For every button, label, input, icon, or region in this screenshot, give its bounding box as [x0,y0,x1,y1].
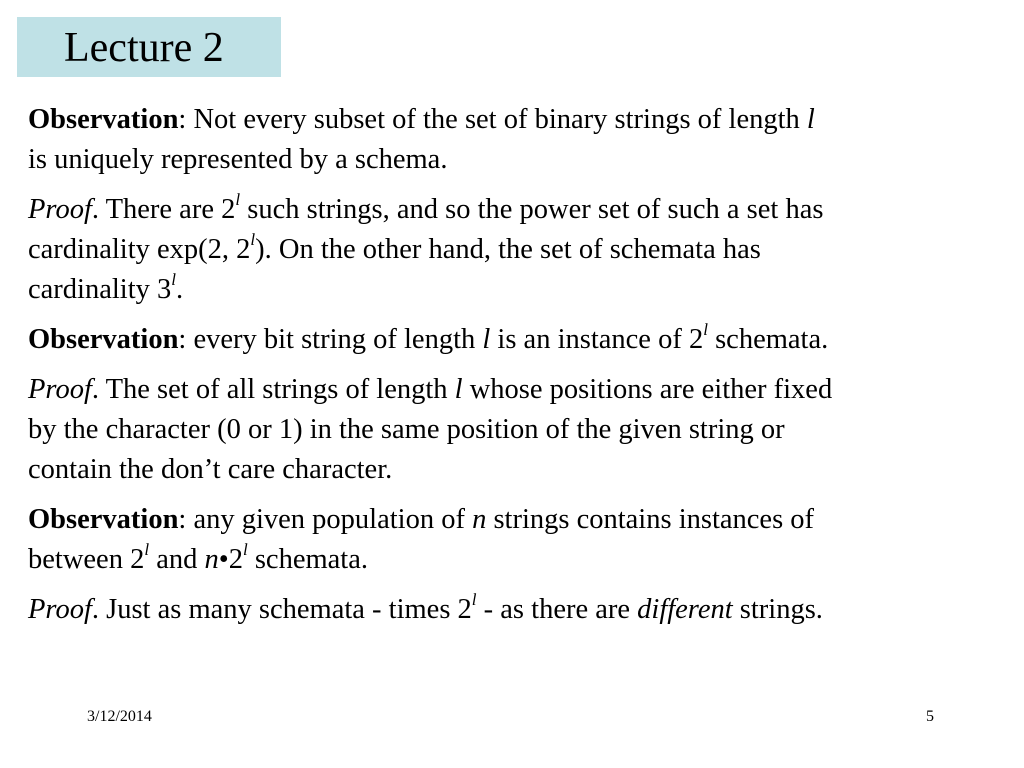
proof-1-line-2 [28,230,1003,270]
observation-2-text: is an instance of 2 [490,324,704,355]
proof-1-text: . There are 2 [91,194,236,225]
proof-2-heading: Proof [28,374,92,405]
observation-2 [28,320,1003,360]
observation-1-line-2: is uniquely represented by a schema. [28,144,448,175]
proof-1 [28,190,1003,310]
observation-1-line-1 [28,100,1003,140]
superscript-l: l [242,540,248,560]
observation-3 [28,500,1003,580]
variable-l: l [482,324,491,355]
observation-3-heading: Observation [28,504,179,535]
proof-3-text: . Just as many schemata - times 2 [91,594,472,625]
observation-2-line-1 [28,320,1003,360]
observation-1-text: : Not every subset of the set of binary strings of length [178,104,807,135]
proof-1-text: such strings, and so the power set of such a set has [240,194,824,225]
observation-3-text: schemata. [247,544,368,575]
observation-3-line-2 [28,540,1003,580]
observation-3-text: between 2 [28,544,145,575]
observation-2-heading: Observation [28,324,179,355]
observation-1-heading: Observation [28,104,179,135]
superscript-l: l [171,270,176,290]
variable-n: n [204,544,219,575]
observation-3-text: •2 [218,544,243,575]
proof-1-line-3 [28,270,1003,310]
proof-1-text: ). On the other hand, the set of schemata has [255,234,761,265]
variable-n: n [472,504,487,535]
proof-2-line-1 [28,370,1003,410]
proof-1-heading: Proof [28,194,92,225]
proof-3 [28,590,1003,630]
observation-3-line-1 [28,500,1003,540]
slide-title: Lecture 2 [64,25,224,71]
proof-2 [28,370,1003,490]
proof-2-text: whose positions are either fixed [462,374,833,405]
proof-1-line-1 [28,190,1003,230]
superscript-l: l [144,540,150,560]
proof-3-text: - as there are [476,594,638,625]
footer-date: 3/12/2014 [87,708,152,725]
slide-body [28,100,1003,640]
superscript-l: l [703,320,708,340]
proof-1-text: cardinality exp(2, 2 [28,234,251,265]
superscript-l: l [250,230,256,250]
observation-2-text: schemata. [707,324,829,355]
emphasis-different: different [637,594,733,625]
observation-2-text: : every bit string of length [178,324,483,355]
proof-3-text: strings. [732,594,823,625]
observation-3-text: : any given population of [178,504,473,535]
proof-2-text: . The set of all strings of length [91,374,455,405]
variable-l: l [806,104,815,135]
proof-1-text: . [176,274,184,305]
observation-3-text: strings contains instances of [486,504,815,535]
proof-1-text: cardinality 3 [28,274,172,305]
proof-2-line-3: contain the don’t care character. [28,454,393,485]
proof-2-line-2: by the character (0 or 1) in the same position of the given string or [28,414,785,445]
superscript-l: l [471,590,477,610]
variable-l: l [454,374,463,405]
superscript-l: l [235,190,241,210]
page-number: 5 [926,708,934,725]
observation-3-text: and [149,544,205,575]
proof-3-line-1 [28,590,1003,630]
proof-3-heading: Proof [28,594,92,625]
observation-1 [28,100,1003,180]
